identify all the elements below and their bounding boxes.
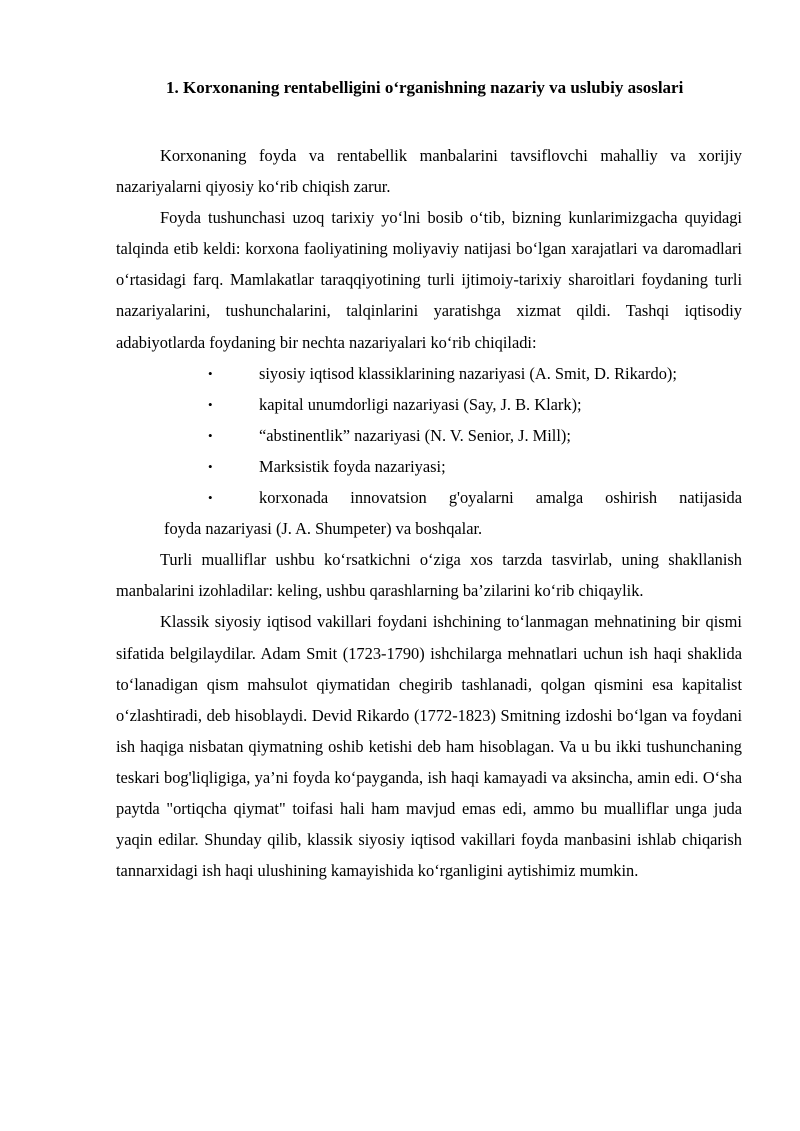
bullet-icon: • <box>208 490 213 506</box>
list-item-text: kapital unumdorligi nazariyasi (Say, J. B. Klark); <box>259 394 582 414</box>
list-item <box>116 358 742 389</box>
list-item-text: korxonada innovatsion g'oyalarni amalga oshirish natijasida <box>259 488 742 508</box>
list-item <box>116 389 742 420</box>
paragraph-profit-concept: Foyda tushunchasi uzoq tarixiy yo‘lni bosib o‘tib, bizning kunlarimizgacha quyidagi talqinda etib keldi: korxona faoliyatining moliyaviy natijasi bo‘lgan xarajatlari va daromadlari o‘rtasidagi farq. Mamlakatlar taraqqiyotining turli ijtimoiy-tarixiy sharoitlari foydaning turli nazariyalarini, tushunchalarini, talqinlarini yaratishga xizmat qildi. Tashqi iqtisodiy adabiyotlarda foydaning bir nechta nazariyalari ko‘rib chiqiladi: <box>116 208 742 352</box>
bullet-icon: • <box>208 365 213 381</box>
paragraph-intro: Korxonaning foyda va rentabellik manbalarini tavsiflovchi mahalliy va xorijiy nazariyalarni qiyosiy ko‘rib chiqish zarur. <box>116 146 742 197</box>
section-heading: 1. Korxonaning rentabelligini o‘rganishning nazariy va uslubiy asoslari <box>166 78 684 97</box>
list-item <box>116 420 742 451</box>
theory-list <box>116 358 742 545</box>
document-body <box>116 140 742 886</box>
list-item-text: Marksistik foyda nazariyasi; <box>259 456 446 476</box>
list-item-text: siyosiy iqtisod klassiklarining nazariyasi (A. Smit, D. Rikardo); <box>259 363 677 383</box>
bullet-icon: • <box>208 396 213 412</box>
list-item <box>116 482 742 544</box>
paragraph-classical-economy: Klassik siyosiy iqtisod vakillari foydani ishchining to‘lanmagan mehnatining bir qismi sifatida belgilaydilar. Adam Smit (1723-1790) ishchilarga mehnatlari uchun ish haqi shaklida to‘lanadigan qism mahsulot qiymatidan chegirib tashlanadi, qolgan qismini esa kapitalist o‘zlashtiradi, deb hisoblaydi. Devid Rikardo (1772-1823) Smitning izdoshi bo‘lgan va foydani ish haqiga nisbatan qiymatning oshib ketishi deb ham hisoblagan. Va u bu ikki tushunchaning teskari bog'liqligiga, ya’ni foyda ko‘payganda, ish haqi kamayadi va aksincha, amin edi. O‘sha paytda "ortiqcha qiymat" toifasi hali ham mavjud emas edi, ammo bu mualliflar unga juda yaqin edilar. Shunday qilib, klassik siyosiy iqtisod vakillari foyda manbasini ishlab chiqarish tannarxidagi ish haqi ulushining kamayishida ko‘rganligini aytishimiz mumkin. <box>116 612 742 881</box>
paragraph-authors: Turli mualliflar ushbu ko‘rsatkichni o‘ziga xos tarzda tasvirlab, uning shakllanish manbalarini izohladilar: keling, ushbu qarashlarning ba’zilarini ko‘rib chiqaylik. <box>116 550 742 601</box>
list-item-text-continued: foyda nazariyasi (J. A. Shumpeter) va boshqalar. <box>164 519 483 539</box>
list-item-text: “abstinentlik” nazariyasi (N. V. Senior, J. Mill); <box>259 425 571 445</box>
bullet-icon: • <box>208 458 213 474</box>
list-item <box>116 451 742 482</box>
bullet-icon: • <box>208 427 213 443</box>
